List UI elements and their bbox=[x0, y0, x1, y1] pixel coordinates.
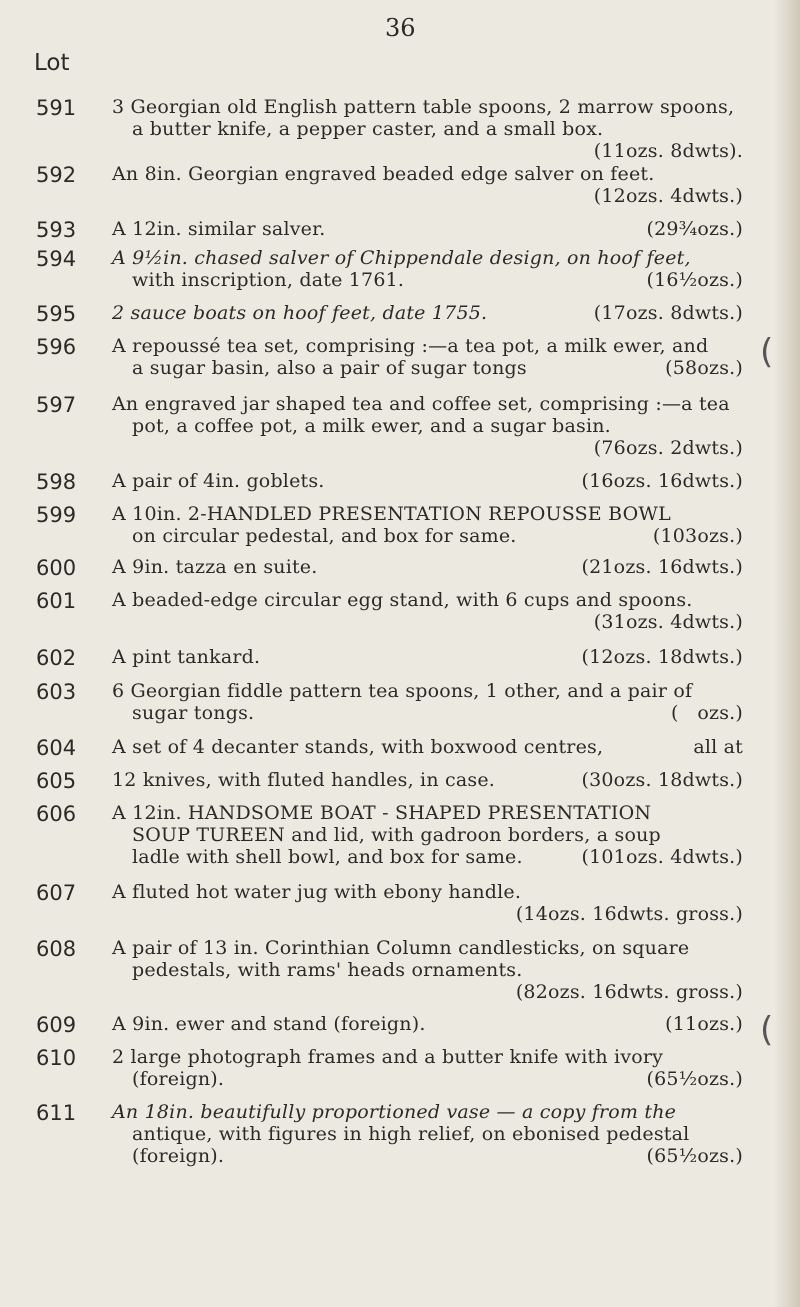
lot-weight: (101ozs. 4dwts.) bbox=[581, 846, 743, 868]
description-line: with inscription, date 1761. bbox=[132, 269, 405, 291]
lot-number: 608 bbox=[36, 937, 77, 961]
description-line: A 12in. HANDSOME BOAT - SHAPED PRESENTATION bbox=[112, 802, 652, 824]
lot-description bbox=[112, 247, 757, 291]
lot-weight: (31ozs. 4dwts.) bbox=[593, 611, 743, 633]
description-line: A pair of 4in. goblets. bbox=[112, 470, 325, 492]
lot-number: 610 bbox=[36, 1046, 77, 1070]
description-line: 12 knives, with fluted handles, in case. bbox=[112, 769, 495, 791]
description-line: a sugar basin, also a pair of sugar tongs bbox=[132, 357, 527, 379]
lot-description bbox=[112, 1013, 757, 1035]
lot-weight: all at bbox=[693, 736, 743, 758]
description-row bbox=[112, 702, 757, 724]
lot-description bbox=[112, 96, 757, 162]
lot-weight: ( ozs.) bbox=[671, 702, 743, 724]
lot-number: 602 bbox=[36, 646, 77, 670]
lot-number: 591 bbox=[36, 96, 77, 120]
lot-number: 599 bbox=[36, 503, 77, 527]
lot-description bbox=[112, 680, 757, 724]
lot-number: 596 bbox=[36, 335, 77, 359]
description-line: pot, a coffee pot, a milk ewer, and a sugar basin. bbox=[132, 415, 611, 437]
margin-bracket-icon: ( bbox=[760, 1010, 774, 1050]
description-line: A pair of 13 in. Corinthian Column candlesticks, on square bbox=[112, 937, 690, 959]
description-line: A 9in. ewer and stand (foreign). bbox=[112, 1013, 426, 1035]
description-line: 2 large photograph frames and a butter knife with ivory bbox=[112, 1046, 664, 1068]
description-line: A beaded-edge circular egg stand, with 6 cups and spoons. bbox=[112, 589, 693, 611]
description-line: A 12in. similar salver. bbox=[112, 218, 326, 240]
description-row bbox=[112, 846, 757, 868]
lot-weight: (11ozs. 8dwts). bbox=[593, 140, 743, 162]
lot-number: 600 bbox=[36, 556, 77, 580]
lot-weight: (30ozs. 18dwts.) bbox=[581, 769, 743, 791]
lot-description bbox=[112, 769, 757, 791]
lot-number: 592 bbox=[36, 163, 77, 187]
description-line: (foreign). bbox=[132, 1068, 225, 1090]
description-line: A pint tankard. bbox=[112, 646, 261, 668]
lot-number: 609 bbox=[36, 1013, 77, 1037]
description-line: a butter knife, a pepper caster, and a small box. bbox=[132, 118, 604, 140]
lot-number: 593 bbox=[36, 218, 77, 242]
description-row bbox=[112, 357, 757, 379]
lot-weight: (17ozs. 8dwts.) bbox=[593, 302, 743, 324]
description-line: A set of 4 decanter stands, with boxwood centres, bbox=[112, 736, 604, 758]
lot-weight: (12ozs. 18dwts.) bbox=[581, 646, 743, 668]
description-line: An 18in. beautifully proportioned vase — a copy from the bbox=[112, 1101, 677, 1123]
description-line: An engraved jar shaped tea and coffee set, comprising :—a tea bbox=[112, 393, 730, 415]
lot-weight: (76ozs. 2dwts.) bbox=[593, 437, 743, 459]
lot-weight: (29¾ozs.) bbox=[646, 218, 743, 240]
lot-description bbox=[112, 302, 757, 324]
lot-description bbox=[112, 335, 757, 379]
lot-description bbox=[112, 163, 757, 207]
lot-description bbox=[112, 589, 757, 633]
description-row bbox=[112, 269, 757, 291]
lot-weight: (58ozs.) bbox=[665, 357, 743, 379]
description-row bbox=[112, 1068, 757, 1090]
lot-number: 604 bbox=[36, 736, 77, 760]
lot-number: 607 bbox=[36, 881, 77, 905]
lot-number: 605 bbox=[36, 769, 77, 793]
lot-weight: (65½ozs.) bbox=[646, 1068, 743, 1090]
lot-number: 598 bbox=[36, 470, 77, 494]
lot-number: 597 bbox=[36, 393, 77, 417]
lot-weight: (103ozs.) bbox=[652, 525, 743, 547]
lot-number: 603 bbox=[36, 680, 77, 704]
lot-number: 595 bbox=[36, 302, 77, 326]
description-line: sugar tongs. bbox=[132, 702, 255, 724]
lot-description bbox=[112, 503, 757, 547]
lot-description bbox=[112, 881, 757, 925]
lot-description bbox=[112, 802, 757, 868]
lot-number: 611 bbox=[36, 1101, 77, 1125]
lot-number: 594 bbox=[36, 247, 77, 271]
description-line: A 9½in. chased salver of Chippendale design, on hoof feet, bbox=[112, 247, 691, 269]
lot-description bbox=[112, 1046, 757, 1090]
lot-number: 601 bbox=[36, 589, 77, 613]
description-line: ladle with shell bowl, and box for same. bbox=[132, 846, 523, 868]
description-line: An 8in. Georgian engraved beaded edge salver on feet. bbox=[112, 163, 655, 185]
description-line: 6 Georgian fiddle pattern tea spoons, 1 other, and a pair of bbox=[112, 680, 693, 702]
lot-description bbox=[112, 736, 757, 758]
description-row bbox=[112, 1145, 757, 1167]
page-number: 36 bbox=[385, 14, 416, 42]
description-line: A 9in. tazza en suite. bbox=[112, 556, 318, 578]
lot-description bbox=[112, 556, 757, 578]
lot-description bbox=[112, 1101, 757, 1167]
description-line: on circular pedestal, and box for same. bbox=[132, 525, 517, 547]
description-line: 3 Georgian old English pattern table spoons, 2 marrow spoons, bbox=[112, 96, 735, 118]
margin-bracket-icon: ( bbox=[760, 332, 774, 372]
lot-weight: (82ozs. 16dwts. gross.) bbox=[515, 981, 743, 1003]
description-line: A 10in. 2-HANDLED PRESENTATION REPOUSSE BOWL bbox=[112, 503, 671, 525]
description-row bbox=[112, 525, 757, 547]
description-line: SOUP TUREEN and lid, with gadroon borders, a soup bbox=[132, 824, 661, 846]
page-edge-shadow bbox=[774, 0, 800, 1307]
lot-description bbox=[112, 393, 757, 459]
lot-number: 606 bbox=[36, 802, 77, 826]
lot-description bbox=[112, 470, 757, 492]
lot-weight: (11ozs.) bbox=[665, 1013, 743, 1035]
lot-weight: (65½ozs.) bbox=[646, 1145, 743, 1167]
lot-weight: (12ozs. 4dwts.) bbox=[593, 185, 743, 207]
lot-weight: (16ozs. 16dwts.) bbox=[581, 470, 743, 492]
lot-description bbox=[112, 218, 757, 240]
description-line: A fluted hot water jug with ebony handle. bbox=[112, 881, 522, 903]
description-line: pedestals, with rams' heads ornaments. bbox=[132, 959, 523, 981]
lot-description bbox=[112, 937, 757, 1003]
lot-weight: (16½ozs.) bbox=[646, 269, 743, 291]
lot-weight: (21ozs. 16dwts.) bbox=[581, 556, 743, 578]
lot-column-header: Lot bbox=[34, 50, 70, 76]
description-line: 2 sauce boats on hoof feet, date 1755. bbox=[112, 302, 488, 324]
description-line: antique, with figures in high relief, on ebonised pedestal bbox=[132, 1123, 690, 1145]
description-line: (foreign). bbox=[132, 1145, 225, 1167]
lot-description bbox=[112, 646, 757, 668]
lot-weight: (14ozs. 16dwts. gross.) bbox=[515, 903, 743, 925]
description-line: A repoussé tea set, comprising :—a tea pot, a milk ewer, and bbox=[112, 335, 709, 357]
